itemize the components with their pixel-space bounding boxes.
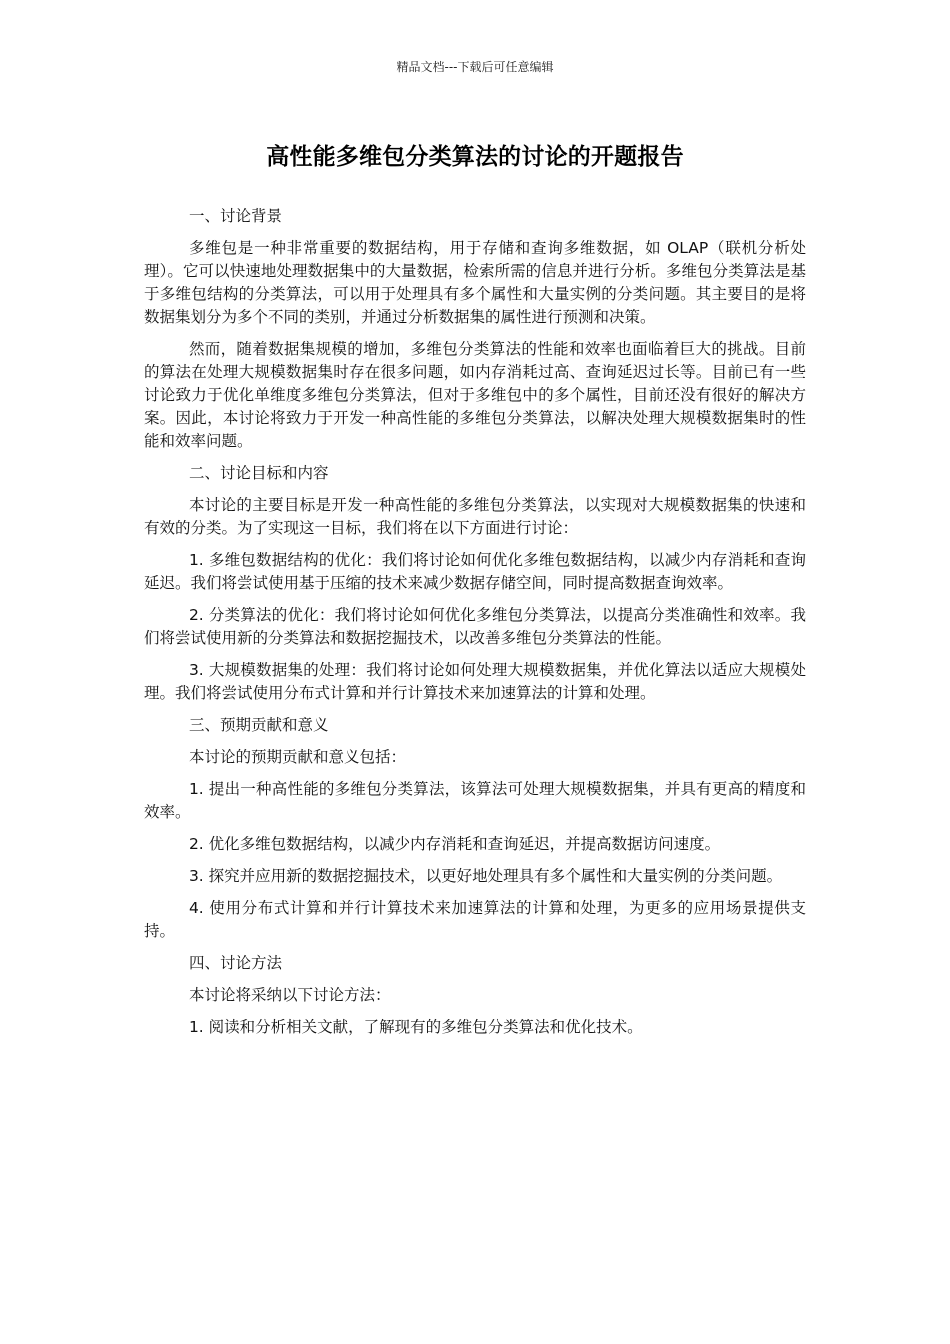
section-heading-methods: 四、讨论方法 — [188, 954, 282, 972]
list-item: 4. 使用分布式计算和并行计算技术来加速算法的计算和处理，为更多的应用场景提供支持。 — [144, 899, 806, 940]
list-item: 1. 提出一种高性能的多维包分类算法，该算法可处理大规模数据集，并具有更高的精度和效率。 — [144, 780, 806, 821]
list-item: 3. 探究并应用新的数据挖掘技术，以更好地处理具有多个属性和大量实例的分类问题。 — [188, 867, 783, 885]
section-heading-goals: 二、讨论目标和内容 — [188, 464, 329, 482]
header-note: 精品文档---下载后可任意编辑 — [396, 60, 554, 74]
section-heading-background: 一、讨论背景 — [188, 207, 282, 225]
paragraph: 本讨论的预期贡献和意义包括： — [188, 748, 406, 766]
paragraph: 本讨论的主要目标是开发一种高性能的多维包分类算法，以实现对大规模数据集的快速和有效的分类。为了实现这一目标，我们将在以下方面进行讨论： — [144, 496, 806, 537]
list-item: 1. 多维包数据结构的优化：我们将讨论如何优化多维包数据结构，以减少内存消耗和查询延迟。我们将尝试使用基于压缩的技术来减少数据存储空间，同时提高数据查询效率。 — [144, 551, 806, 592]
document-body — [144, 205, 806, 1048]
list-item: 2. 分类算法的优化：我们将讨论如何优化多维包分类算法，以提高分类准确性和效率。我们将尝试使用新的分类算法和数据挖掘技术，以改善多维包分类算法的性能。 — [144, 606, 806, 647]
section-heading-contributions: 三、预期贡献和意义 — [188, 716, 329, 734]
list-item: 3. 大规模数据集的处理：我们将讨论如何处理大规模数据集，并优化算法以适应大规模处理。我们将尝试使用分布式计算和并行计算技术来加速算法的计算和处理。 — [144, 661, 806, 702]
list-item: 1. 阅读和分析相关文献，了解现有的多维包分类算法和优化技术。 — [188, 1018, 643, 1036]
list-item: 2. 优化多维包数据结构，以减少内存消耗和查询延迟，并提高数据访问速度。 — [188, 835, 721, 853]
paragraph: 多维包是一种非常重要的数据结构，用于存储和查询多维数据，如 OLAP（联机分析处理）。它可以快速地处理数据集中的大量数据，检索所需的信息并进行分析。多维包分类算法是基于多维包结构的分类算法，可以用于处理具有多个属性和大量实例的分类问题。其主要目的是将数据集划分为多个不同的类别，并通过分析数据集的属性进行预测和决策。 — [144, 239, 806, 326]
paragraph: 本讨论将采纳以下讨论方法： — [188, 986, 391, 1004]
paragraph: 然而，随着数据集规模的增加，多维包分类算法的性能和效率也面临着巨大的挑战。目前的算法在处理大规模数据集时存在很多问题，如内存消耗过高、查询延迟过长等。目前已有一些讨论致力于优化单维度多维包分类算法，但对于多维包中的多个属性，目前还没有很好的解决方案。因此，本讨论将致力于开发一种高性能的多维包分类算法，以解决处理大规模数据集时的性能和效率问题。 — [144, 340, 806, 450]
document-title: 高性能多维包分类算法的讨论的开题报告 — [266, 144, 684, 170]
